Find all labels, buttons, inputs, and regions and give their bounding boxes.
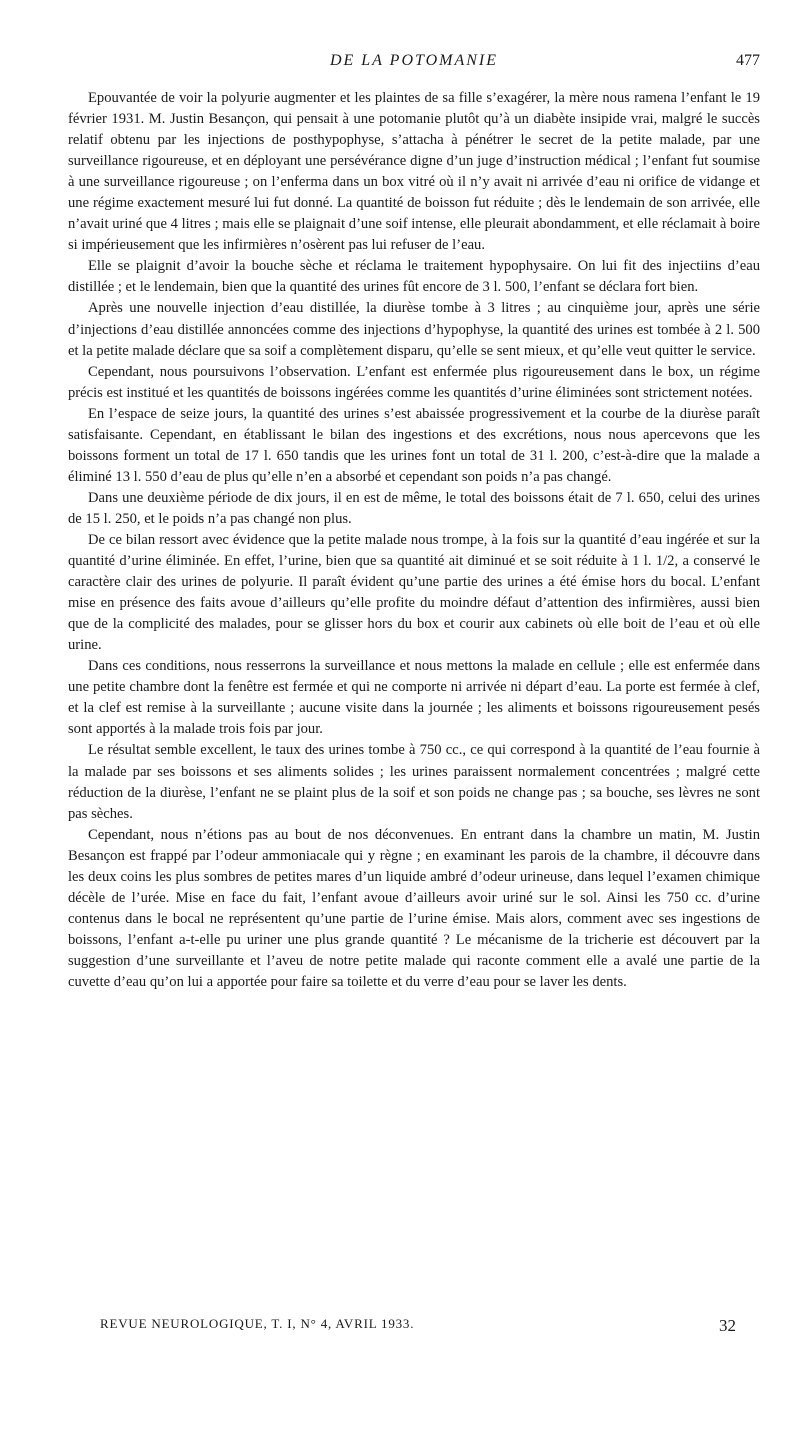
paragraph: De ce bilan ressort avec évidence que la petite malade nous trompe, à la fois sur la quantité d’eau ingérée et sur la quantité d’urine éliminée. En effet, l’urine, bien que sa quantité ait diminué et se soit réduite à 1 l. 1/2, a conservé le caractère clair des urines de polyurie. Il paraît évident qu’une partie des urines a été émise hors du bocal. L’enfant mise en présence des faits avoue d’ailleurs qu’elle profite du moindre défaut d’attention des infirmières, aussi bien que de la complicité des malades, pour se glisser hors du box et courir aux cabinets où elle boit de l’eau et où elle urine.: [68, 531, 760, 654]
page-footer: [100, 1316, 736, 1342]
paragraph: Le résultat semble excellent, le taux des urines tombe à 750 cc., ce qui correspond à la quantité de l’eau fournie à la malade par ses boissons et ses aliments solides ; les urines paraissent normalement concentrées ; malgré cette réduction de la diurèse, l’enfant ne se plaint plus de la soif et son poids ne change pas ; sa bouche, ses lèvres ne sont pas sèches.: [68, 742, 760, 822]
paragraph: Cependant, nous n’étions pas au bout de nos déconvenues. En entrant dans la chambre un matin, M. Justin Besançon est frappé par l’odeur ammoniacale qui y règne ; en examinant les parois de la chambre, il découvre dans les deux coins les plus sombres de petites mares d’un liquide ambré d’odeur urineuse, dans lequel l’examen chimique décèle de l’urée. Mise en face du fait, l’enfant avoue d’ailleurs avoir uriné sur le sol. Ainsi les 750 cc. d’urine contenus dans le bocal ne représentent qu’une partie de l’urine émise. Mais alors, comment avec ses ingestions de boissons, l’enfant a-t-elle pu uriner une plus grande quantité ? Le mécanisme de la tricherie est découvert par la suggestion d’une surveillante et l’aveu de notre petite malade qui raconte comment elle a avalé une partie de la cuvette d’eau qu’on lui a apportée pour faire sa toilette et du verre d’eau pour se laver les dents.: [68, 826, 760, 990]
paragraph: Elle se plaignit d’avoir la bouche sèche et réclama le traitement hypophysaire. On lui fit des injectiins d’eau distillée ; et le lendemain, bien que la quantité des urines fût encore de 3 l. 500, l’enfant se déclara fort bien.: [68, 258, 760, 296]
paragraph: Cependant, nous poursuivons l’observation. L’enfant est enfermée plus rigoureusement dans le box, un régime précis est institué et les quantités de boissons ingérées comme les quantités d’urine éliminées sont strictement notées.: [68, 363, 760, 401]
journal-citation: REVUE NEUROLOGIQUE, T. I, N° 4, AVRIL 1933.: [100, 1316, 415, 1331]
paragraph: Dans une deuxième période de dix jours, il en est de même, le total des boissons était de 7 l. 650, celui des urines de 15 l. 250, et le poids n’a pas changé non plus.: [68, 489, 760, 527]
body-text: [68, 88, 760, 993]
running-title: DE LA POTOMANIE: [329, 52, 499, 69]
paragraph: Epouvantée de voir la polyurie augmenter et les plaintes de sa fille s’exagérer, la mère nous ramena l’enfant le 19 février 1931. M. Justin Besançon, qui pensait à une potomanie plutôt qu’à un diabète insipide vrai, malgré le succès relatif obtenu par les injections de posthypophyse, s’attacha à pénétrer le secret de la petite malade, par une surveillance rigoureuse, et en déployant une persévérance digne d’un juge d’instruction médical ; l’enfant fut soumise à une surveillance rigoureuse ; on l’enferma dans un box vitré où il n’y avait ni arrivée d’eau ni orifice de vidange et une régime exactement mesuré lui fut donné. La quantité de boisson fut réduite ; dès le lendemain de son arrivée, elle n’avait uriné que 4 litres ; mais elle se plaignait d’une soif intense, elle pleurait abondamment, et elle réclamait à boire si impérieusement que les infirmières n’osèrent pas lui refuser de l’eau.: [68, 90, 760, 254]
running-header: [68, 52, 760, 76]
paragraph: Dans ces conditions, nous resserrons la surveillance et nous mettons la malade en cellule ; elle est enfermée dans une petite chambre dont la fenêtre est fermée et qui ne comporte ni arrivée ni départ d’eau. La porte est fermée à clef, et la clef est remise à la surveillante ; aucune visite dans la journée ; les aliments et boissons rigoureusement pesés sont apportés à la malade trois fois par jour.: [68, 658, 760, 738]
paragraph: En l’espace de seize jours, la quantité des urines s’est abaissée progressivement et la courbe de la diurèse paraît satisfaisante. Cependant, en établissant le bilan des ingestions et des excrétions, nous nous apercevons que les boissons forment un total de 17 l. 650 tandis que les urines font un total de 31 l. 200, c’est-à-dire que la malade a éliminé 13 l. 550 d’eau de plus qu’elle n’en a absorbé et cependant son poids n’a pas changé.: [68, 405, 760, 485]
sheet-number: 32: [719, 1316, 736, 1335]
page-number: 477: [736, 52, 760, 69]
paragraph: Après une nouvelle injection d’eau distillée, la diurèse tombe à 3 litres ; au cinquième jour, après une série d’injections d’eau distillée annoncées comme des injections d’hypophyse, la quantité des urines est tombée à 2 l. 500 et la petite malade déclare que sa soif a complètement disparu, qu’elle se sent mieux, et qu’elle veut quitter le service.: [68, 300, 760, 359]
